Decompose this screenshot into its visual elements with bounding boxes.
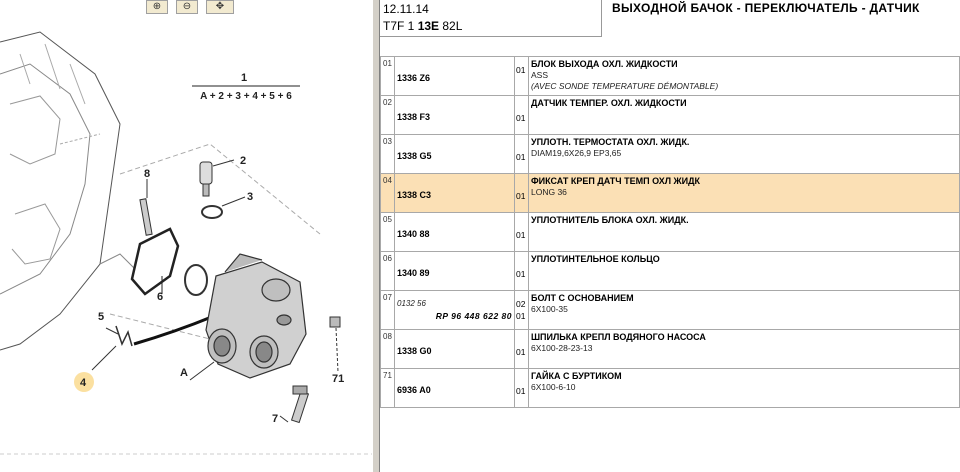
- part-6-gasket-drawing: [132, 229, 178, 294]
- part-quantity: 01: [516, 230, 526, 240]
- part-reference: RP 96 448 622 80: [435, 311, 512, 321]
- table-row[interactable]: [381, 213, 960, 252]
- part-quantity: 01: [516, 152, 526, 162]
- pan-icon: ✥: [215, 1, 225, 12]
- zoom-out-button[interactable]: [176, 0, 198, 14]
- part-quantity: 01: [516, 269, 526, 279]
- callout-8[interactable]: 8: [144, 168, 151, 180]
- part-quantity: 01: [516, 311, 526, 321]
- part-description: УПЛОТИНТЕЛЬНОЕ КОЛЬЦО: [531, 254, 660, 264]
- part-quantity: 01: [516, 347, 526, 357]
- part-quantity: 01: [516, 386, 526, 396]
- part-reference: 1338 G5: [397, 151, 432, 161]
- callout-71[interactable]: 71: [332, 373, 345, 385]
- pan-button[interactable]: [206, 0, 234, 14]
- table-row[interactable]: [381, 369, 960, 408]
- catalog-code-bold: 13E: [417, 19, 440, 33]
- catalog-code: [383, 19, 462, 33]
- part-reference: 1338 C3: [397, 190, 432, 200]
- catalog-date: 12.11.14: [383, 2, 429, 16]
- page-title: ВЫХОДНОЙ БАЧОК - ПЕРЕКЛЮЧАТЕЛЬ - ДАТЧИК: [612, 1, 920, 15]
- part-spec: 6X100-28-23-13: [531, 343, 593, 353]
- callout-a[interactable]: A: [180, 367, 188, 379]
- part-4-clip-drawing: [92, 326, 132, 370]
- table-row[interactable]: [381, 57, 960, 96]
- row-number: 04: [381, 174, 395, 213]
- catalog-code-suffix: 82L: [439, 19, 463, 33]
- engine-block-drawing: [0, 32, 372, 454]
- catalog-code-prefix: T7F 1: [383, 19, 418, 33]
- part-8-stud-drawing: [140, 179, 152, 235]
- part-description: УПЛОТНИТЕЛЬ БЛОКА ОХЛ. ЖИДК.: [531, 215, 689, 225]
- part-2-sensor-drawing: [200, 160, 234, 196]
- pane-splitter[interactable]: [372, 0, 380, 472]
- part-reference-alt: 0132 56: [397, 299, 426, 308]
- table-row[interactable]: [381, 252, 960, 291]
- row-number: 07: [381, 291, 395, 330]
- row-number: 02: [381, 96, 395, 135]
- part-reference: 1340 89: [397, 268, 430, 278]
- parts-list-pane: [380, 0, 960, 472]
- callout-4[interactable]: 4: [80, 377, 87, 389]
- part-a-outlet-housing-drawing: [190, 254, 306, 380]
- zoom-in-button[interactable]: [146, 0, 168, 14]
- row-number: 08: [381, 330, 395, 369]
- part-note: (AVEC SONDE TEMPERATURE DÉMONTABLE): [531, 81, 719, 91]
- table-row[interactable]: [381, 330, 960, 369]
- part-reference: 1340 88: [397, 229, 430, 239]
- part-3-oring-drawing: [202, 197, 245, 218]
- part-description: ФИКСАТ КРЕП ДАТЧ ТЕМП ОХЛ ЖИДК: [531, 176, 701, 186]
- row-number: 06: [381, 252, 395, 291]
- part-reference: 1338 F3: [397, 112, 431, 122]
- zoom-in-icon: ⊕: [152, 1, 162, 12]
- assembly-formula: A + 2 + 3 + 4 + 5 + 6: [200, 91, 292, 102]
- part-5-wire-drawing: [106, 316, 214, 344]
- catalog-header-info: [380, 0, 602, 37]
- row-number: 05: [381, 213, 395, 252]
- part-description: ГАЙКА С БУРТИКОМ: [531, 371, 622, 381]
- callout-6[interactable]: 6: [157, 291, 164, 303]
- part-description: ШПИЛЬКА КРЕПЛ ВОДЯНОГО НАСОСА: [531, 332, 706, 342]
- part-quantity: 01: [516, 113, 526, 123]
- part-spec: LONG 36: [531, 187, 567, 197]
- row-number: 71: [381, 369, 395, 408]
- callout-3[interactable]: 3: [247, 191, 254, 203]
- part-spec: ASS: [531, 70, 549, 80]
- table-row[interactable]: [381, 96, 960, 135]
- assembly-legend: [192, 72, 300, 102]
- callout-2[interactable]: 2: [240, 155, 247, 167]
- part-description: ДАТЧИК ТЕМПЕР. ОХЛ. ЖИДКОСТИ: [531, 98, 687, 108]
- assembly-number: 1: [240, 72, 248, 84]
- part-7-bolt-drawing: [280, 386, 308, 423]
- callout-5[interactable]: 5: [98, 311, 105, 323]
- part-quantity-alt: 02: [516, 299, 526, 309]
- parts-table: [380, 56, 960, 408]
- diagram-toolbar: [0, 0, 372, 14]
- zoom-out-icon: ⊖: [182, 1, 192, 12]
- part-spec: DIAM19,6X26,9 EP3,65: [531, 148, 622, 158]
- callout-7[interactable]: 7: [272, 413, 279, 425]
- part-description: БЛОК ВЫХОДА ОХЛ. ЖИДКОСТИ: [531, 59, 678, 69]
- part-spec: 6X100-6-10: [531, 382, 576, 392]
- part-reference: 1338 G0: [397, 346, 432, 356]
- table-row[interactable]: [381, 135, 960, 174]
- part-reference: 6936 A0: [397, 385, 431, 395]
- diagram-pane[interactable]: [0, 0, 372, 472]
- exploded-parts-diagram[interactable]: [0, 14, 372, 472]
- part-reference: 1336 Z6: [397, 73, 431, 83]
- row-number: 01: [381, 57, 395, 96]
- part-71-nut-drawing: [330, 317, 340, 372]
- table-row[interactable]: [381, 291, 960, 330]
- part-quantity: 01: [516, 191, 526, 201]
- table-row-selected[interactable]: [381, 174, 960, 213]
- part-description: БОЛТ С ОСНОВАНИЕМ: [531, 293, 634, 303]
- part-spec: 6X100-35: [531, 304, 568, 314]
- part-description: УПЛОТН. ТЕРМОСТАТА ОХЛ. ЖИДК.: [531, 137, 690, 147]
- part-quantity: 01: [516, 65, 526, 75]
- part-6-seal-ring-drawing: [185, 265, 207, 295]
- row-number: 03: [381, 135, 395, 174]
